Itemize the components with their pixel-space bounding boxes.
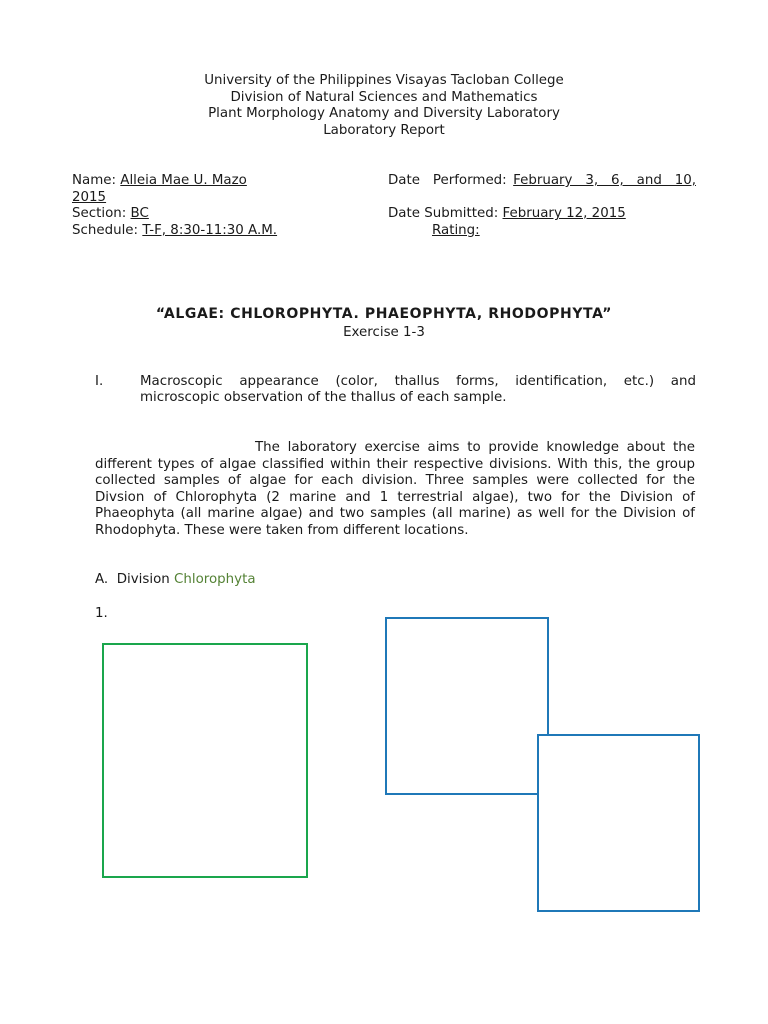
section-one-line2: microscopic observation of the thallus of each sample. — [140, 390, 507, 405]
section-one-line1: Macroscopic appearance (color, thallus forms, identification, etc.) and — [140, 374, 696, 389]
report-header — [0, 73, 768, 139]
date-performed-label: Date Performed: — [388, 173, 514, 188]
report-title: “ALGAE: CHLOROPHYTA. PHAEOPHYTA, RHODOPHYTA” — [155, 306, 613, 322]
date-submitted-label: Date Submitted: — [388, 206, 503, 221]
division-name: Division of Natural Sciences and Mathematics — [230, 89, 538, 105]
microscope-photo-frame-1 — [385, 617, 549, 795]
subsection-label: A. Division — [95, 572, 175, 587]
name-value: Alleia Mae U. Mazo — [120, 173, 247, 188]
section-one-numeral: I. — [95, 374, 104, 389]
chlorophyta-photo-frame — [102, 643, 308, 878]
name-field — [72, 173, 247, 188]
date-performed-year: 2015 — [72, 190, 107, 205]
chlorophyta-label: Chlorophyta — [174, 572, 256, 587]
laboratory-name: Plant Morphology Anatomy and Diversity Laboratory — [208, 106, 560, 122]
exercise-number: Exercise 1-3 — [343, 325, 425, 340]
section-value: BC — [130, 206, 149, 221]
subsection-a-heading — [95, 572, 256, 587]
name-label: Name: — [72, 173, 121, 188]
schedule-label: Schedule: — [72, 223, 143, 238]
university-name: University of the Philippines Visayas Tacloban College — [204, 73, 564, 88]
intro-paragraph: The laboratory exercise aims to provide knowledge about the different types of algae classified within their respective divisions. With this, the group collected samples of algae for each division. Three samples were collected for the Divsion of Chlorophyta (2 marine and 1 terrestrial algae), two for the Division of Phaeophyta (all marine algae) and two samples (all marine) as well for the Division of Rhodophyta. These were taken from different locations. — [95, 440, 695, 538]
schedule-value: T-F, 8:30-11:30 A.M. — [142, 223, 278, 238]
schedule-field — [72, 223, 277, 238]
item-number: 1. — [95, 606, 108, 621]
rating-field — [432, 223, 578, 238]
date-performed-value: February 3, 6, and 10, — [513, 173, 696, 188]
date-performed-field — [388, 173, 696, 188]
date-submitted-field — [388, 206, 626, 221]
date-submitted-value: February 12, 2015 — [502, 206, 626, 221]
microscope-photo-frame-2 — [537, 734, 700, 912]
rating-label: Rating: — [432, 223, 480, 238]
section-field — [72, 206, 149, 221]
report-type: Laboratory Report — [323, 122, 445, 138]
section-label: Section: — [72, 206, 131, 221]
